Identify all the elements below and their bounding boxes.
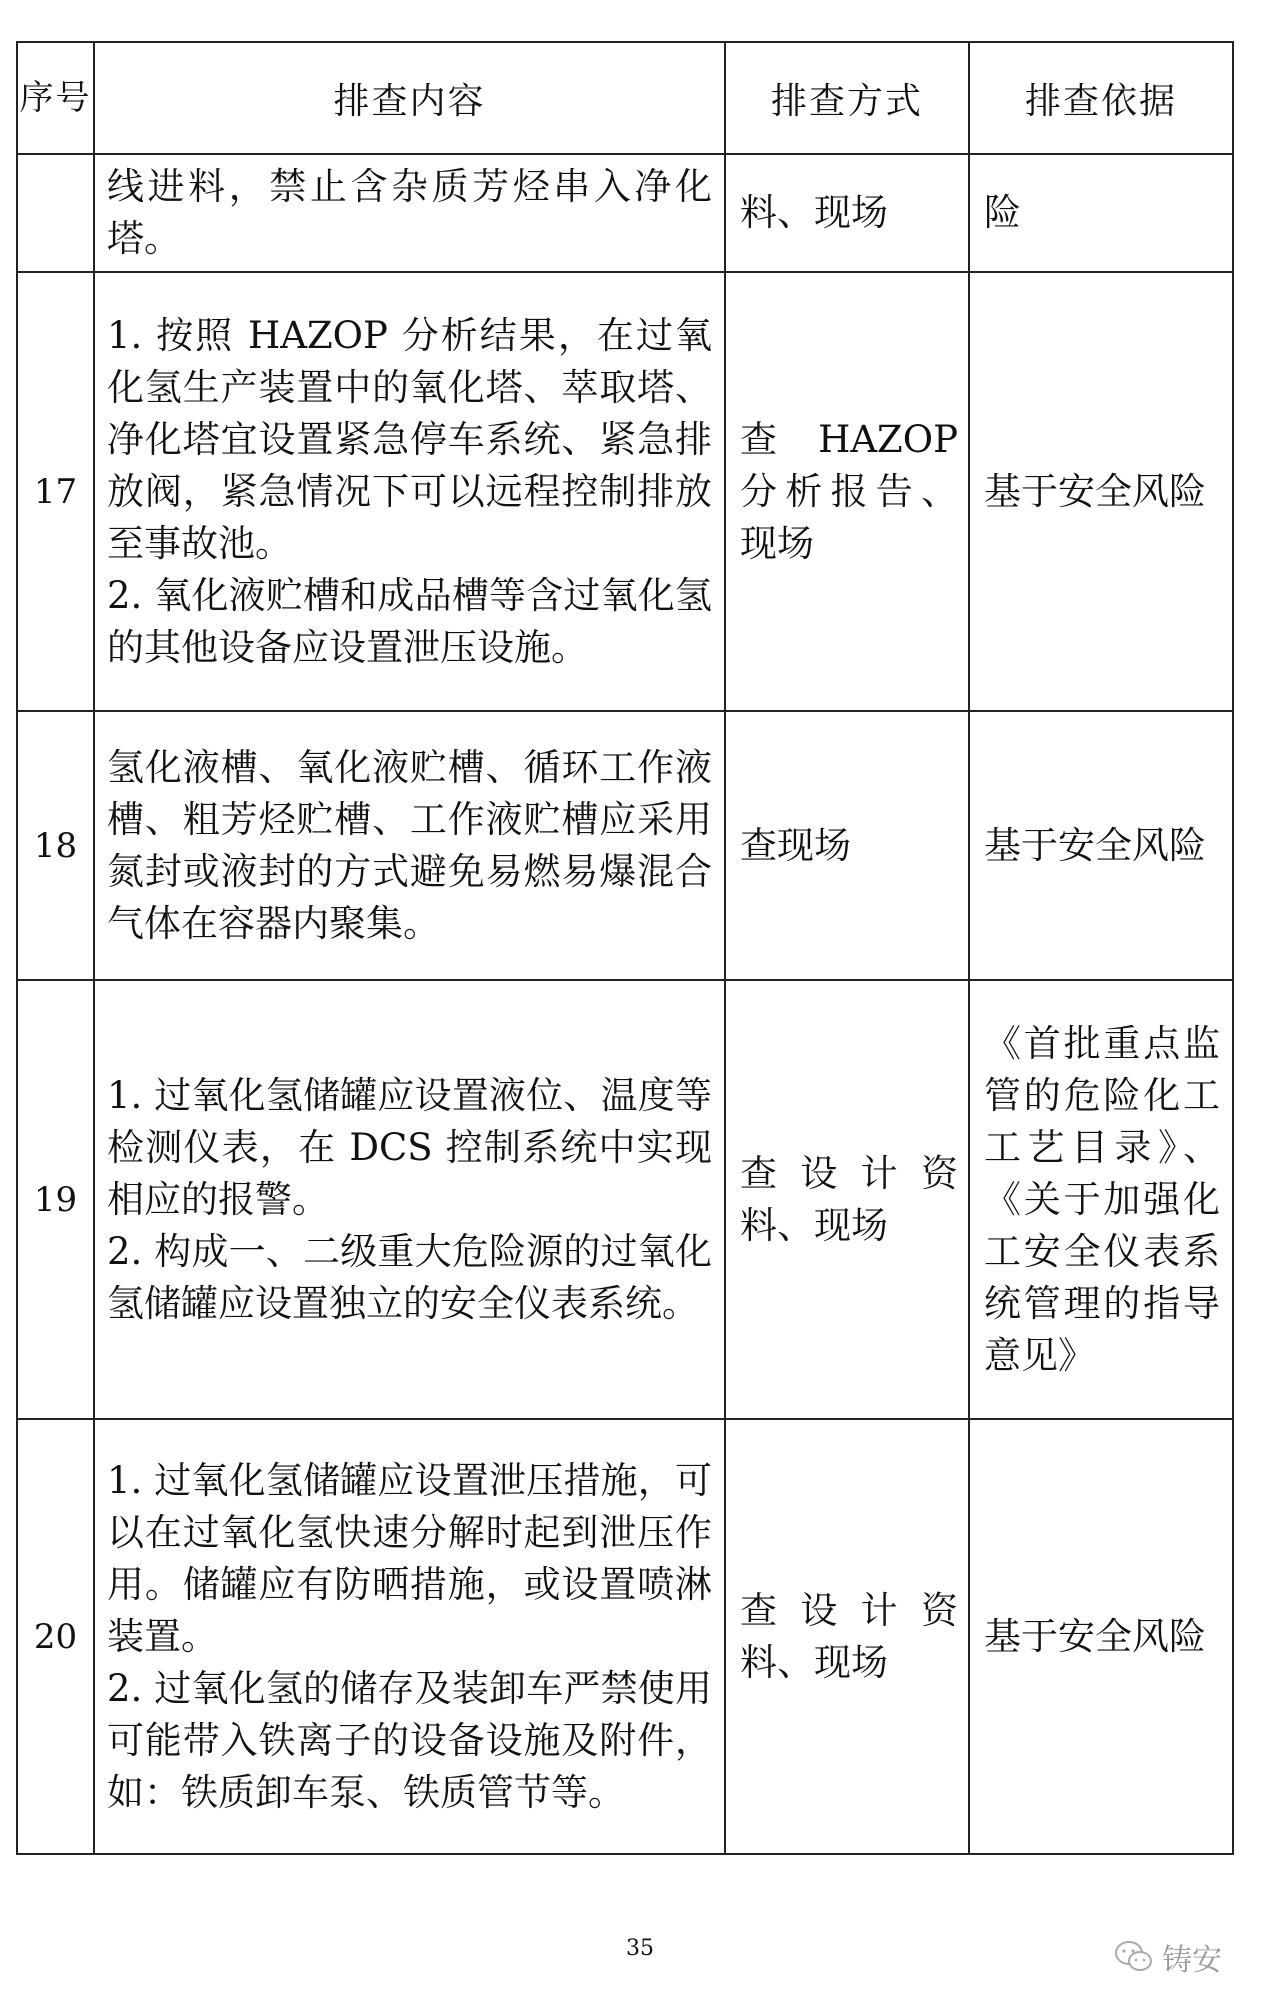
page-number: 35 (626, 1936, 654, 1961)
row-content (94, 980, 725, 1419)
row-basis-text: 基于安全风险 (984, 823, 1206, 867)
row-basis (969, 1419, 1233, 1854)
table-row (17, 1419, 1233, 1854)
row-method (725, 272, 969, 711)
table-row (17, 154, 1233, 272)
row-no: 18 (17, 711, 94, 980)
table-row (17, 272, 1233, 711)
row-basis-text: 《首批重点监管的危险化工工艺目录》、《关于加强化工安全仪表系统管理的指导意见》 (984, 1021, 1220, 1377)
row-content (94, 272, 725, 711)
row-basis (969, 980, 1233, 1419)
watermark (1114, 1935, 1222, 1979)
row-basis-text: 险 (984, 191, 1021, 234)
row-basis-text: 基于安全风险 (984, 1614, 1206, 1658)
row-no: 19 (17, 980, 94, 1419)
row-method-text: 查 HAZOP 分析报告、现场 (740, 417, 958, 565)
row-method (725, 711, 969, 980)
table-row (17, 980, 1233, 1419)
row-method-text: 查现场 (740, 823, 851, 867)
row-no: 17 (17, 272, 94, 711)
row-no: 20 (17, 1419, 94, 1854)
wechat-icon (1114, 1940, 1154, 1974)
header-method: 排查方式 (725, 42, 969, 154)
header-basis: 排查依据 (969, 42, 1233, 154)
row-basis (969, 272, 1233, 711)
table-header-row (17, 42, 1233, 154)
row-basis-text: 基于安全风险 (984, 469, 1206, 513)
row-method (725, 154, 969, 272)
row-content-text: 1. 按照 HAZOP 分析结果，在过氧化氢生产装置中的氧化塔、萃取塔、净化塔宜设置紧急停车系统、紧急排放阀，紧急情况下可以远程控制排放至事故池。 2. 氧化液贮槽和成品槽等含过氧化氢的其他设备应设置泄压设施。 (107, 313, 712, 669)
row-method-text: 料、现场 (740, 191, 888, 234)
inspection-table (16, 41, 1234, 1855)
row-content (94, 711, 725, 980)
row-content-text: 线进料，禁止含杂质芳烃串入净化塔。 (107, 165, 712, 260)
header-content: 排查内容 (94, 42, 725, 154)
row-content-text: 1. 过氧化氢储罐应设置泄压措施，可以在过氧化氢快速分解时起到泄压作用。储罐应有防晒措施，或设置喷淋装置。 2. 过氧化氢的储存及装卸车严禁使用可能带入铁离子的设备设施及附件，如：铁质卸车泵、铁质管节等。 (107, 1458, 712, 1814)
header-no: 序号 (17, 42, 94, 154)
watermark-text: 铸安 (1162, 1943, 1222, 1978)
row-content (94, 1419, 725, 1854)
table-row (17, 711, 1233, 980)
row-basis (969, 711, 1233, 980)
row-method-text: 查设计资料、现场 (740, 1151, 958, 1247)
row-method-text: 查设计资料、现场 (740, 1588, 958, 1684)
row-no (17, 154, 94, 272)
row-method (725, 980, 969, 1419)
row-content-text: 氢化液槽、氧化液贮槽、循环工作液槽、粗芳烃贮槽、工作液贮槽应采用氮封或液封的方式避免易燃易爆混合气体在容器内聚集。 (107, 745, 712, 945)
row-content-text: 1. 过氧化氢储罐应设置液位、温度等检测仪表，在 DCS 控制系统中实现相应的报警。 2. 构成一、二级重大危险源的过氧化氢储罐应设置独立的安全仪表系统。 (107, 1073, 712, 1325)
row-method (725, 1419, 969, 1854)
row-content (94, 154, 725, 272)
row-basis (969, 154, 1233, 272)
